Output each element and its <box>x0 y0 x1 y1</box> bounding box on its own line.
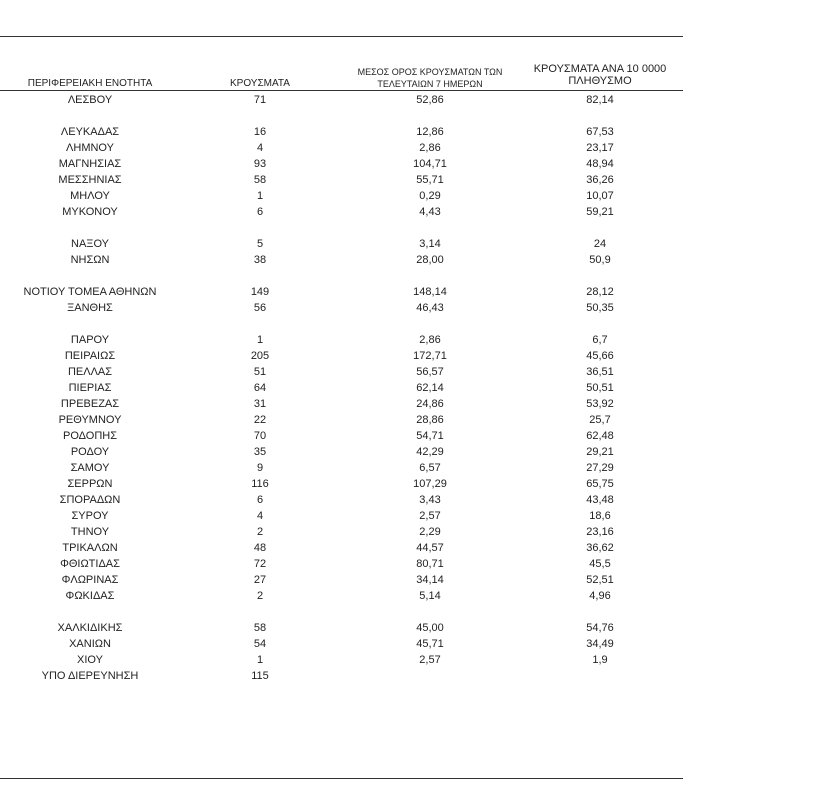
cases-cell: 2 <box>256 526 264 538</box>
cases-cell: 6 <box>256 494 264 506</box>
per-population-cell: 45,5 <box>589 558 611 570</box>
cases-cell: 2 <box>256 590 264 602</box>
table-row <box>0 284 700 300</box>
header-region <box>0 78 180 90</box>
table-row <box>0 204 700 220</box>
header-per-population <box>500 63 700 87</box>
cases-cell: 1 <box>256 334 264 346</box>
table-row <box>0 668 700 684</box>
average-cell: 45,00 <box>416 622 444 634</box>
per-population-cell: 52,51 <box>586 574 614 586</box>
cases-cell: 115 <box>251 670 269 682</box>
cases-cell: 58 <box>253 174 267 186</box>
region-cell: ΜΥΚΟΝΟΥ <box>62 206 118 218</box>
per-population-cell: 82,14 <box>586 94 614 106</box>
cases-cell: 51 <box>253 366 267 378</box>
table-row <box>0 444 700 460</box>
region-cell: ΠΑΡΟΥ <box>70 334 110 346</box>
table-row <box>0 300 700 316</box>
per-population-cell: 36,62 <box>586 542 614 554</box>
region-cell: ΣΕΡΡΩΝ <box>67 478 113 490</box>
average-cell: 2,86 <box>419 334 441 346</box>
region-cell: ΠΡΕΒΕΖΑΣ <box>60 398 120 410</box>
average-cell: 4,43 <box>419 206 441 218</box>
cases-cell: 27 <box>253 574 267 586</box>
region-cell: ΠΕΙΡΑΙΩΣ <box>64 350 116 362</box>
header-per-population-line2: ΠΛΗΘΥΣΜΟ <box>568 75 632 87</box>
table-row <box>0 556 700 572</box>
region-cell: ΝΟΤΙΟΥ ΤΟΜΕΑ ΑΘΗΝΩΝ <box>23 286 157 298</box>
average-cell: 107,29 <box>413 478 447 490</box>
average-cell: 104,71 <box>413 158 447 170</box>
header-average-line1: ΜΕΣΟΣ ΟΡΟΣ ΚΡΟΥΣΜΑΤΩΝ ΤΩΝ <box>357 67 503 77</box>
region-cell: ΜΑΓΝΗΣΙΑΣ <box>58 158 122 170</box>
average-cell: 55,71 <box>416 174 444 186</box>
average-cell: 28,86 <box>416 414 444 426</box>
region-cell: ΛΗΜΝΟΥ <box>66 142 114 154</box>
table-row <box>0 492 700 508</box>
average-cell: 6,57 <box>419 462 441 474</box>
table-row <box>0 620 700 636</box>
region-cell: ΝΗΣΩΝ <box>70 254 110 266</box>
average-cell: 46,43 <box>416 302 444 314</box>
per-population-cell: 4,96 <box>589 590 611 602</box>
per-population-cell: 54,76 <box>586 622 614 634</box>
bottom-rule <box>0 778 683 779</box>
region-cell: ΧΑΝΙΩΝ <box>69 638 111 650</box>
region-cell: ΣΥΡΟΥ <box>71 510 109 522</box>
per-population-cell: 25,7 <box>589 414 611 426</box>
table-row <box>0 364 700 380</box>
per-population-cell: 36,26 <box>586 174 614 186</box>
per-population-cell: 50,35 <box>586 302 614 314</box>
header-average-line2: ΤΕΛΕΥΤΑΙΩΝ 7 ΗΜΕΡΩΝ <box>377 79 483 89</box>
average-cell: 3,43 <box>419 494 441 506</box>
average-cell: 24,86 <box>416 398 444 410</box>
region-cell: ΡΟΔΟΠΗΣ <box>62 430 118 442</box>
average-cell: 52,86 <box>416 94 444 106</box>
region-cell: ΧΙΟΥ <box>77 654 103 666</box>
table-row <box>0 332 700 348</box>
table-row <box>0 476 700 492</box>
region-cell: ΠΕΛΛΑΣ <box>67 366 113 378</box>
per-population-cell: 45,66 <box>586 350 614 362</box>
table-row <box>0 172 700 188</box>
cases-cell: 22 <box>253 414 267 426</box>
average-cell: 2,29 <box>419 526 441 538</box>
average-cell: 54,71 <box>416 430 444 442</box>
table-row <box>0 92 700 108</box>
table-row <box>0 156 700 172</box>
cases-cell: 56 <box>253 302 267 314</box>
average-cell: 62,14 <box>416 382 444 394</box>
region-cell: ΜΕΣΣΗΝΙΑΣ <box>58 174 122 186</box>
average-cell: 44,57 <box>416 542 444 554</box>
per-population-cell: 24 <box>593 238 607 250</box>
cases-cell: 9 <box>256 462 264 474</box>
cases-cell: 72 <box>253 558 267 570</box>
per-population-cell: 27,29 <box>586 462 614 474</box>
cases-cell: 149 <box>250 286 270 298</box>
table-row <box>0 524 700 540</box>
average-cell: 28,00 <box>416 254 444 266</box>
region-cell: ΛΕΥΚΑΔΑΣ <box>60 126 120 138</box>
per-population-cell: 62,48 <box>586 430 614 442</box>
table-row <box>0 236 700 252</box>
average-cell: 34,14 <box>416 574 444 586</box>
per-population-cell: 59,21 <box>586 206 614 218</box>
cases-cell: 5 <box>256 238 264 250</box>
per-population-cell: 10,07 <box>586 190 614 202</box>
table-row <box>0 588 700 604</box>
average-cell: 80,71 <box>416 558 444 570</box>
cases-cell: 93 <box>253 158 267 170</box>
average-cell: 3,14 <box>419 238 441 250</box>
region-cell: ΠΙΕΡΙΑΣ <box>68 382 112 394</box>
per-population-cell: 18,6 <box>589 510 611 522</box>
cases-cell: 4 <box>256 142 264 154</box>
region-cell: ΥΠΟ ΔΙΕΡΕΥΝΗΣΗ <box>41 670 139 682</box>
average-cell: 2,57 <box>419 654 441 666</box>
cases-cell: 64 <box>253 382 267 394</box>
per-population-cell: 28,12 <box>586 286 614 298</box>
cases-cell: 35 <box>253 446 267 458</box>
region-cell: ΦΛΩΡΙΝΑΣ <box>61 574 119 586</box>
region-cell: ΦΩΚΙΔΑΣ <box>65 590 115 602</box>
average-cell: 5,14 <box>419 590 441 602</box>
table-row <box>0 380 700 396</box>
table-row <box>0 508 700 524</box>
region-cell: ΝΑΞΟΥ <box>71 238 109 250</box>
per-population-cell: 53,92 <box>586 398 614 410</box>
per-population-cell: 36,51 <box>586 366 614 378</box>
header-rule <box>0 90 683 91</box>
average-cell: 12,86 <box>416 126 444 138</box>
header-per-population-line1: ΚΡΟΥΣΜΑΤΑ ΑΝΑ 10 0000 <box>533 63 667 75</box>
cases-cell: 1 <box>256 190 264 202</box>
region-cell: ΡΟΔΟΥ <box>70 446 110 458</box>
cases-cell: 116 <box>251 478 269 490</box>
cases-cell: 6 <box>256 206 264 218</box>
average-cell: 56,57 <box>416 366 444 378</box>
header-region-label: ΠΕΡΙΦΕΡΕΙΑΚΗ ΕΝΟΤΗΤΑ <box>27 78 153 89</box>
per-population-cell: 23,16 <box>586 526 614 538</box>
region-cell: ΛΕΣΒΟΥ <box>67 94 113 106</box>
region-cell: ΦΘΙΩΤΙΔΑΣ <box>60 558 120 570</box>
average-cell: 148,14 <box>413 286 447 298</box>
average-cell: 2,86 <box>419 142 441 154</box>
table-row <box>0 460 700 476</box>
region-cell: ΡΕΘΥΜΝΟΥ <box>58 414 122 426</box>
average-cell: 42,29 <box>416 446 444 458</box>
per-population-cell: 29,21 <box>586 446 614 458</box>
per-population-cell: 34,49 <box>586 638 614 650</box>
region-cell: ΧΑΛΚΙΔΙΚΗΣ <box>57 622 123 634</box>
table-row <box>0 572 700 588</box>
header-cases <box>210 78 310 90</box>
table-row <box>0 540 700 556</box>
cases-cell: 16 <box>253 126 267 138</box>
region-cell: ΜΗΛΟΥ <box>70 190 110 202</box>
cases-cell: 31 <box>253 398 267 410</box>
region-cell: ΣΑΜΟΥ <box>70 462 110 474</box>
cases-cell: 38 <box>253 254 267 266</box>
table-row <box>0 124 700 140</box>
per-population-cell: 65,75 <box>586 478 614 490</box>
per-population-cell: 6,7 <box>592 334 608 346</box>
cases-cell: 58 <box>253 622 267 634</box>
table-row <box>0 396 700 412</box>
cases-cell: 70 <box>253 430 267 442</box>
cases-cell: 71 <box>253 94 267 106</box>
average-cell: 172,71 <box>413 350 447 362</box>
per-population-cell: 50,51 <box>586 382 614 394</box>
cases-cell: 48 <box>253 542 267 554</box>
region-cell: ΣΠΟΡΑΔΩΝ <box>59 494 121 506</box>
cases-cell: 1 <box>256 654 264 666</box>
region-cell: ΤΗΝΟΥ <box>70 526 110 538</box>
average-cell: 2,57 <box>419 510 441 522</box>
cases-cell: 54 <box>253 638 267 650</box>
average-cell: 45,71 <box>416 638 444 650</box>
table-row <box>0 412 700 428</box>
table-row <box>0 252 700 268</box>
per-population-cell: 1,9 <box>592 654 608 666</box>
header-cases-label: ΚΡΟΥΣΜΑΤΑ <box>230 78 290 89</box>
cases-cell: 4 <box>256 510 264 522</box>
table-row <box>0 652 700 668</box>
region-cell: ΞΑΝΘΗΣ <box>67 302 113 314</box>
region-cell: ΤΡΙΚΑΛΩΝ <box>62 542 118 554</box>
per-population-cell: 67,53 <box>586 126 614 138</box>
table-row <box>0 348 700 364</box>
table-row <box>0 428 700 444</box>
per-population-cell: 23,17 <box>586 142 614 154</box>
table-row <box>0 140 700 156</box>
top-rule <box>0 36 683 37</box>
average-cell: 0,29 <box>419 190 441 202</box>
cases-cell: 205 <box>250 350 270 362</box>
per-population-cell: 50,9 <box>589 254 611 266</box>
table-row <box>0 188 700 204</box>
per-population-cell: 48,94 <box>586 158 614 170</box>
per-population-cell: 43,48 <box>586 494 614 506</box>
table-row <box>0 636 700 652</box>
